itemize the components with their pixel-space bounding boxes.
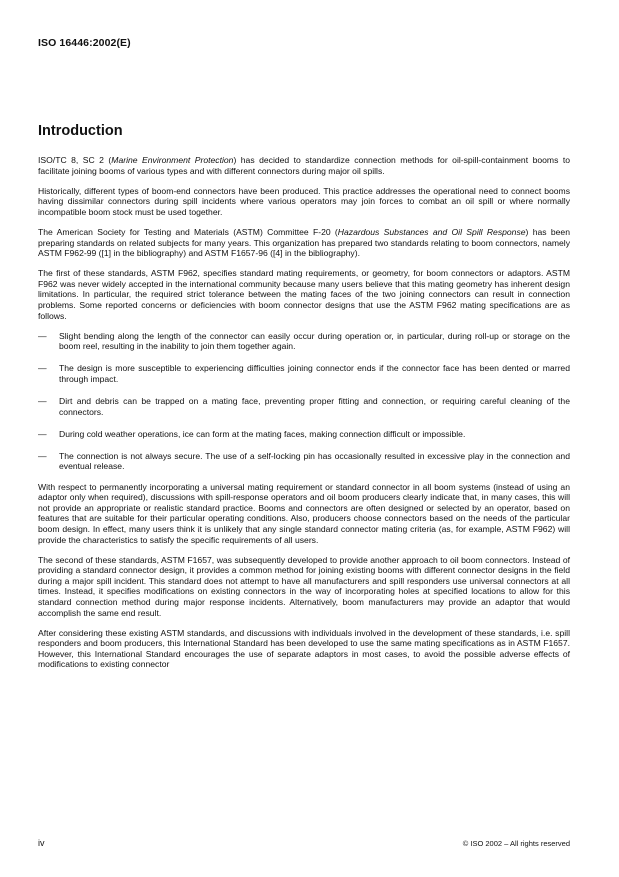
list-item: [38, 363, 570, 384]
list-item-text: Dirt and debris can be trapped on a mating face, preventing proper fitting and connection, or requiring careful cleaning of the connectors.: [59, 396, 570, 417]
paragraph-3-part-b: ) has been preparing standards on related subjects for many years. This organization has prepared two standards relating to boom connectors, namely ASTM F962-99 ([1] in the bibliography) and ASTM F1657-96 ([4] in the bibliography).: [38, 226, 570, 259]
list-item-text: Slight bending along the length of the connector can easily occur during operation or, in particular, during roll-up or storage on the boom reel, resulting in the inability to join them together again.: [59, 330, 570, 352]
list-item: [38, 331, 570, 352]
paragraph-3: [38, 227, 570, 259]
paragraph-5: With respect to permanently incorporating a universal mating requirement or standard connector in all boom systems (instead of using an adaptor only when required), discussions with spill-response operators and oil boom producers clearly indicate that, in many cases, this will not provide an appropriate or realistic standard practice. Booms and connectors are often designed or selected by an operator, based on features that are suitable for their particular operating conditions. Also, producers choose connectors based on the needs of the particular boom design. In effect, many users think it is unlikely that any single standard connector mating criteria (as, for example, ASTM F962) will provide the characteristics to satisfy the specific requirements of all users.: [38, 481, 570, 545]
paragraph-4: The first of these standards, ASTM F962, specifies standard mating requirements, or geometry, for boom connectors or adaptors. ASTM F962 was never widely accepted in the international community because many users believe that this mating geometry has inherent design limitations. In particular, the required strict tolerance between the mating faces of the two joining connectors can result in connection problems. Some reported concerns or deficiencies with boom connector designs that use the ASTM F962 mating specifications are as follows.: [38, 268, 570, 321]
copyright-notice: © ISO 2002 – All rights reserved: [462, 839, 570, 848]
page-number: iv: [38, 838, 45, 848]
astm-committee-emphasis: Hazardous Substances and Oil Spill Response: [337, 226, 526, 237]
paragraph-3-part-a: The American Society for Testing and Materials (ASTM) Committee F-20 (: [38, 226, 338, 237]
dash-bullet: —: [38, 363, 47, 374]
paragraph-1-part-a: ISO/TC 8, SC 2 (: [38, 155, 112, 165]
dash-bullet: —: [38, 450, 47, 461]
list-item-text: The connection is not always secure. The use of a self-locking pin has occasionally resulted in excessive play in the connection and eventual release.: [59, 450, 570, 472]
dash-bullet: —: [38, 396, 47, 407]
paragraph-1-part-b: ) has decided to standardize connection methods for oil-spill-containment booms to facilitate joining booms of various types and with different connectors during major oil spills.: [38, 155, 571, 176]
document-id-header: ISO 16446:2002(E): [38, 37, 131, 49]
list-item-text: During cold weather operations, ice can form at the mating faces, making connection difficult or impossible.: [59, 428, 466, 439]
list-item: [38, 396, 570, 417]
list-item-text: The design is more susceptible to experiencing difficulties joining connector ends if the connector face has been dented or marred through impact.: [59, 363, 570, 384]
paragraph-1: [38, 155, 570, 176]
paragraph-7: After considering these existing ASTM standards, and discussions with individuals involved in the development of these standards, i.e. spill responders and boom producers, this International Standard has been developed to use the same mating specifications as in ASTM F1657. However, this International Standard encourages the use of separate adaptors in most cases, to avoid the possible adverse effects of modifications to existing connector: [38, 627, 570, 670]
list-item: [38, 429, 570, 440]
section-title: Introduction: [38, 123, 123, 139]
body-text: [38, 155, 570, 680]
dash-bullet: —: [38, 428, 47, 439]
concerns-list: [38, 331, 570, 472]
paragraph-2: Historically, different types of boom-end connectors have been produced. This practice addresses the operational need to connect booms having dissimilar connectors during spill incidents where various operators may join forces to combat an oil spill or where normally incompatible boom stock must be used together.: [38, 185, 570, 217]
dash-bullet: —: [38, 330, 47, 341]
list-item: [38, 451, 570, 472]
committee-name-emphasis: Marine Environment Protection: [111, 155, 234, 165]
paragraph-6: The second of these standards, ASTM F1657, was subsequently developed to provide another approach to oil boom connectors. Instead of providing a standard connector design, it provides a common method for joining existing booms with different connector designs in the field during a major spill incident. This standard does not attempt to have all manufacturers and spill responders use universal connectors at all times. Instead, it specifies modifications on existing connectors in the way of incorporating holes at specified locations to allow for this standard connection method during major response incidents. Alternatively, boom manufacturers may provide an adaptor that would accomplish the same end result.: [38, 554, 570, 618]
